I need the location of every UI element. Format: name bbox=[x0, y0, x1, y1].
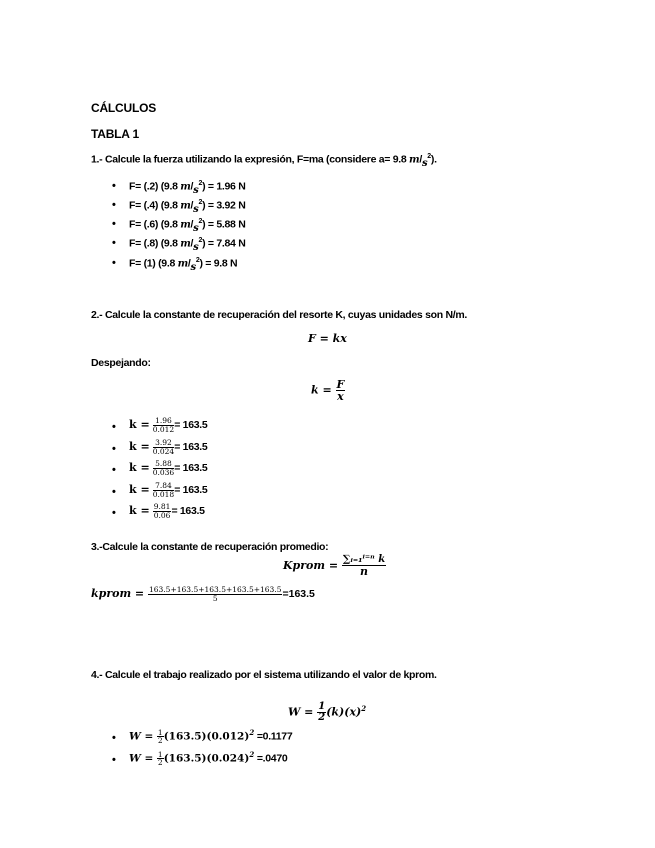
unit-exp: 2 bbox=[198, 237, 203, 244]
k-item-lhs: k = bbox=[129, 460, 150, 474]
force-item-pre: F= (.8) (9.8 bbox=[129, 237, 178, 250]
k-item-result: = 163.5 bbox=[171, 504, 205, 517]
work-item-result: =.0470 bbox=[254, 752, 288, 765]
unit-exp: 2 bbox=[198, 180, 203, 187]
k-item-fraction bbox=[153, 503, 172, 519]
k-item-result: = 163.5 bbox=[174, 418, 208, 431]
unit-s: s bbox=[193, 184, 199, 196]
k-item-lhs: k = bbox=[129, 503, 150, 517]
k-item-result: = 163.5 bbox=[174, 461, 208, 474]
unit-m: m bbox=[180, 200, 191, 212]
work-item-lhs: W = bbox=[129, 752, 154, 765]
force-item-post: ) = 3.92 N bbox=[202, 199, 246, 212]
force-item-post: ) = 1.96 N bbox=[202, 180, 246, 193]
work-item bbox=[129, 750, 287, 767]
formula-f-kx: F = kx bbox=[308, 332, 347, 345]
force-item: F= (.6) (9.8 $m/s^2) = 5.88$ N bbox=[129, 218, 246, 234]
k-item-numerator: 1.96 bbox=[153, 417, 174, 426]
page-title: CÁLCULOS bbox=[91, 101, 157, 115]
kprom-calc-denominator: 5 bbox=[212, 593, 218, 603]
k-item-numerator: 7.84 bbox=[153, 482, 174, 491]
force-item-post: ) = 5.88 N bbox=[202, 218, 246, 231]
k-item bbox=[129, 503, 205, 519]
force-item: F= (.4) (9.8 $m/s^2) = 3.92$ N bbox=[129, 199, 246, 215]
half-numerator: 1 bbox=[157, 727, 163, 737]
k-item-fraction bbox=[153, 417, 174, 433]
unit-exp: 2 bbox=[195, 257, 200, 264]
bullet-icon: • bbox=[112, 257, 116, 269]
k-item-numerator: 5.88 bbox=[153, 460, 174, 469]
force-item-pre: F= (1) (9.8 bbox=[129, 257, 176, 270]
force-item-post: ) = 7.84 N bbox=[202, 237, 246, 250]
k-item bbox=[129, 460, 207, 476]
k-item-result: = 163.5 bbox=[174, 440, 208, 453]
unit-m: m bbox=[177, 258, 188, 270]
k-item-fraction bbox=[153, 439, 174, 455]
bullet-icon: • bbox=[112, 464, 116, 476]
unit-s: s bbox=[190, 261, 196, 273]
k-item bbox=[129, 439, 207, 455]
work-item-exp: 2 bbox=[249, 728, 255, 737]
half-denominator: 2 bbox=[157, 736, 163, 745]
kprom-calc-numerator: 163.5+163.5+163.5+163.5+163.5 bbox=[148, 585, 282, 594]
unit-exp: 2 bbox=[198, 218, 203, 225]
force-item-pre: F= (.2) (9.8 bbox=[129, 180, 178, 193]
question-2: 2.- Calcule la constante de recuperación del resorte K, cuyas unidades son N/m. bbox=[91, 309, 468, 321]
k-item-fraction bbox=[153, 460, 174, 476]
question-1-text: 1.- Calcule la fuerza utilizando la expresión, F=ma (considere a= 9.8 bbox=[91, 153, 407, 166]
bullet-icon: • bbox=[112, 486, 116, 498]
unit-s: s bbox=[193, 222, 199, 234]
k-item bbox=[129, 417, 207, 433]
unit-exp: 2 bbox=[198, 199, 203, 206]
sum-denominator: n bbox=[360, 565, 369, 578]
half-numerator: 1 bbox=[157, 749, 163, 759]
work-rhs: (k)(x) bbox=[326, 705, 362, 719]
work-item-lhs: W = bbox=[129, 730, 154, 743]
question-1-close: ). bbox=[430, 153, 437, 166]
sum-numerator: ∑ᵢ₌₁ⁱ⁼ⁿ k bbox=[342, 554, 386, 565]
despejando-label: Despejando: bbox=[91, 357, 151, 369]
bullet-icon: • bbox=[112, 443, 116, 455]
k-item-lhs: k = bbox=[129, 417, 150, 431]
kprom-lhs: Kprom = bbox=[283, 559, 339, 572]
bullet-icon: • bbox=[112, 754, 116, 766]
unit-m: m bbox=[409, 154, 420, 166]
bullet-icon: • bbox=[112, 218, 116, 230]
force-item: F= (1) (9.8 $m/s^2) = 9.8$ N bbox=[129, 257, 238, 273]
k-item-denominator: 0.018 bbox=[152, 489, 175, 499]
work-item bbox=[129, 728, 292, 745]
work-lhs: W = bbox=[288, 705, 314, 719]
half-denominator: 2 bbox=[318, 712, 326, 723]
kprom-calc-result: =163.5 bbox=[282, 588, 315, 600]
kprom-calculation bbox=[91, 586, 315, 602]
formula-work bbox=[288, 702, 366, 723]
bullet-icon: • bbox=[112, 180, 116, 192]
unit-exp: 2 bbox=[427, 153, 431, 160]
work-item-body: (163.5)(0.024) bbox=[163, 752, 250, 765]
bullet-icon: • bbox=[112, 237, 116, 249]
k-lhs: k = bbox=[311, 383, 332, 397]
k-denominator: x bbox=[337, 390, 344, 403]
bullet-icon: • bbox=[112, 732, 116, 744]
question-1: 1.- Calcule la fuerza utilizando la expresión, F=ma (considere a= 9.8 $m/s^2$). bbox=[91, 153, 437, 169]
k-numerator: F bbox=[336, 378, 345, 391]
unit-s: s bbox=[193, 203, 199, 215]
formula-kprom-sum bbox=[283, 555, 386, 577]
k-item-denominator: 0.024 bbox=[152, 446, 175, 456]
bullet-icon: • bbox=[112, 199, 116, 211]
unit-m: m bbox=[180, 238, 191, 250]
bullet-icon: • bbox=[112, 421, 116, 433]
work-item-result: =0.1177 bbox=[254, 730, 293, 743]
k-item-denominator: 0.036 bbox=[152, 467, 175, 477]
force-item: F= (.2) (9.8 $m/s^2) = 1.96$ N bbox=[129, 180, 246, 196]
work-item-exp: 2 bbox=[249, 750, 255, 759]
half-denominator: 2 bbox=[157, 758, 163, 767]
question-4: 4.- Calcule el trabajo realizado por el sistema utilizando el valor de kprom. bbox=[91, 669, 437, 681]
unit-m: m bbox=[180, 219, 191, 231]
k-item-fraction bbox=[153, 482, 174, 498]
half-fraction bbox=[157, 729, 164, 745]
kprom-calc-lhs: kprom = bbox=[91, 587, 145, 600]
work-item-body: (163.5)(0.012) bbox=[163, 730, 250, 743]
k-item-denominator: 0.012 bbox=[152, 424, 175, 434]
k-item-numerator: 3.92 bbox=[153, 439, 174, 448]
k-item bbox=[129, 482, 207, 498]
work-exp: 2 bbox=[361, 703, 367, 713]
formula-k-fx bbox=[311, 379, 345, 402]
force-item-post: ) = 9.8 N bbox=[199, 257, 238, 270]
half-fraction bbox=[157, 751, 164, 767]
force-item-pre: F= (.6) (9.8 bbox=[129, 218, 178, 231]
k-item-lhs: k = bbox=[129, 439, 150, 453]
k-item-lhs: k = bbox=[129, 482, 150, 496]
unit-s: s bbox=[421, 157, 428, 169]
force-item-pre: F= (.4) (9.8 bbox=[129, 199, 178, 212]
k-item-denominator: 0.06 bbox=[153, 510, 171, 520]
unit-s: s bbox=[193, 241, 199, 253]
half-numerator: 1 bbox=[318, 701, 326, 712]
unit-m: m bbox=[180, 181, 191, 193]
force-item: F= (.8) (9.8 $m/s^2) = 7.84$ N bbox=[129, 237, 246, 253]
table-label: TABLA 1 bbox=[91, 127, 139, 141]
k-item-result: = 163.5 bbox=[174, 483, 208, 496]
question-3: 3.-Calcule la constante de recuperación promedio: bbox=[91, 541, 329, 553]
k-item-numerator: 9.81 bbox=[153, 502, 171, 511]
bullet-icon: • bbox=[112, 507, 116, 519]
